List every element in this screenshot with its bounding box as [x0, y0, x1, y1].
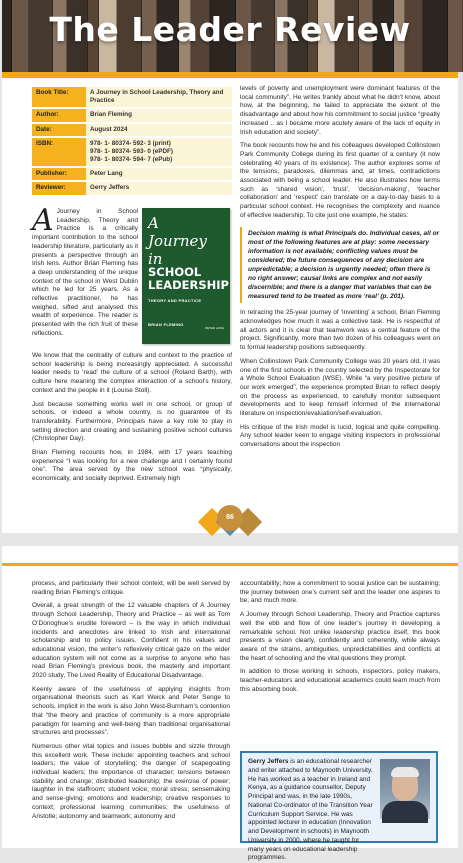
pull-quote: Decision making is what Principals do. Individual cases, all or most of the following features are at play: some necessary information is not available; conflicting values must be considered; the future consequences of any decision are unpredictable; a decision is urgently needed; often there is no right answer; causal links are complex and not easily discernible; and there is a danger that variables that can be measured tend to be treated as more ‘real’ (p. 201).	[240, 227, 440, 304]
page2-column-1-text	[32, 580, 230, 826]
metadata-value: 978- 1- 80374- 592- 3 (print) 978- 1- 80374- 593- 0 (ePDF) 978- 1- 80374- 594- 7 (ePub)	[86, 137, 232, 168]
paragraph: When Collinstown Park Community College was 20 years old, it was one of the first schools in the country selected by the Inspectorate for a Whole School Evaluation (WSE). While “a very positive picture of our work emerged”, the experience prompted Brian to reflect deeply on the process as experienced, to carefully monitor subsequent developments and to keep himself informed of the international literature on inspection/evaluation/self-evaluation.	[240, 357, 440, 418]
metadata-key: Reviewer:	[32, 181, 86, 195]
orange-rule	[2, 72, 458, 78]
page-header-bar	[2, 546, 458, 566]
metadata-value: A Journey in School Leadership, Theory and Practice	[86, 87, 232, 108]
paragraph: accountability; how a commitment to social justice can be sustaining; the journey between one’s current self and the leader one aspires to be; and much more.	[240, 580, 440, 605]
metadata-row	[32, 181, 232, 195]
book-metadata-table	[32, 87, 232, 197]
cover-title-script: A Journey in	[148, 214, 207, 268]
metadata-row	[32, 137, 232, 168]
metadata-value: Gerry Jeffers	[86, 181, 232, 195]
paragraph: We know that the centrality of culture and context to the practice of school leadership is being increasingly appreciated. A successful leader needs to ‘read’ the culture of a school (Roland Barth), with culture here meaning the complex interaction of a school’s history, context and the people in it (Louise Stoll).	[32, 352, 232, 394]
banner-bookshelf	[2, 0, 458, 72]
reviewer-photo	[380, 759, 430, 819]
paragraph: A Journey through School Leadership, Theory and Practice captures well the ebb and flow of one leader’s journey in developing a remarkable school. Not unlike leadership practice itself, this book presents a vision clearly, confidently and coherently, while always aware of the strains, ambiguities, unpredictabilities and conflicts at the heart of schooling and the vital questions they prompt.	[240, 611, 440, 662]
page2-column-2-text	[240, 580, 440, 699]
metadata-row	[32, 87, 232, 108]
paragraph: process, and particularly their school context, will be well served by reading Brian Fleming’s critique.	[32, 580, 230, 596]
page-number-badge	[202, 505, 258, 533]
review-page-1	[2, 0, 458, 533]
metadata-key: Author:	[32, 108, 86, 122]
paragraph: In retracing the 25-year journey of ‘inventing’ a school, Brian Fleming acknowledges how much it was a collective task. He is respectful of all actors and it is clear that teamwork was a central feature of the project. Significantly, more than two dozen of his colleagues went on to formal leadership positions subsequently.	[240, 309, 440, 352]
metadata-row	[32, 108, 232, 122]
metadata-row	[32, 123, 232, 137]
metadata-value: Peter Lang	[86, 167, 232, 181]
cover-subtitle: THEORY AND PRACTICE	[148, 298, 202, 303]
banner-title: The Leader Review	[49, 10, 411, 49]
metadata-key: ISBN:	[32, 137, 86, 168]
cover-title-bold: SCHOOL LEADERSHIP	[148, 265, 229, 292]
metadata-value: August 2024	[86, 123, 232, 137]
cover-author: BRIAN FLEMING	[148, 322, 184, 327]
paragraph: Brian Fleming recounts how, in 1984, with 17 years teaching experience “I was looking for a new challenge and I certainly found one”. The area served by the new school was “physically, economically, and socially deprived. Extremely high	[32, 449, 232, 483]
reviewer-name: Gerry Jeffers	[248, 758, 289, 765]
column-2-text	[240, 85, 440, 455]
paragraph: Just because something works well in one school, or group of schools, or indeed a whole country, is no guarantee of its transferability. Furthermore, Principals have a key role to play in setting direction and creating and sustaining positive school cultures (Christopher Day).	[32, 400, 232, 443]
paragraph: His critique of the Irish model is lucid, logical and quite compelling. Any school leader keen to engage visiting inspectors in professional conversations about the inspection	[240, 423, 440, 449]
intro-text: Journey in School Leadership, Theory and Practice is a critically important contribution to the school leadership literature, particularly as it presents a perspective through an Irish lens. Author Brian Fleming has a deep understanding of the unique context of the school in West Dublin which he led for 25 years. As a reflective practitioner, he has weighed, sifted and analysed this wealth of experience. The reader is presented with the rich fruit of these reflections.	[32, 208, 138, 337]
paragraph: The book recounts how he and his colleagues developed Collinstown Park Community College during its first quarter of a century (it now celebrating 40 years of its existence). The author explores some of the tensions, paradoxes, dilemmas and, at times, contradictions associated with being a school leader. He also illustrates how terms such as ‘shared vision’, ‘trust’, ‘decision-making’, ‘teacher collaboration’ and ‘respect’ can translate on a day-to-day basis to a particular school context. He recognises the complexity and nuance of effective leadership. To cite just one example, he states:	[240, 142, 440, 219]
metadata-key: Date:	[32, 123, 86, 137]
intro-paragraph	[32, 203, 138, 339]
review-page-2	[2, 546, 458, 862]
paragraph: Numerous other vital topics and issues bubble and sizzle through this excellent work. These include: appointing teachers and school leaders; the value of storytelling; the danger of scapegoating individual leaders; the importance of character; tensions between stability and change; distributed leadership; the exercise of power; laughter in the staffroom; student voice; moral stress; sensemaking and sense-giving; emotions and leadership; creative responses to context; professional learning communities; the usefulness of Aristotle; autonomy and teamwork; autonomy and	[32, 742, 230, 820]
reviewer-bio-box	[240, 751, 438, 862]
reviewer-bio-text: is an educational researcher and writer attached to Maynooth University. He has worked as a teacher in Ireland and Kenya, as a guidance counsellor, Deputy Principal and was, in the late 1990s, National Co-ordinator of the Transition Year Curriculum Support Service. He was appointed lecturer in education (Innovation and Development in schools) in Maynooth University in 2000, where he taught for many years on educational leadership programmes.	[248, 758, 373, 862]
metadata-row	[32, 167, 232, 181]
book-cover-image	[142, 208, 230, 344]
dropcap: A	[32, 203, 54, 238]
page-number: 86	[217, 505, 243, 531]
paragraph: levels of poverty and unemployment were dominant features of the local community”. He writes frankly about what he didn’t know, about how, at the beginning, he failed to appreciate the extent of the disadvantage and about how his commitment to social justice “greatly increased .. as I became more acutely aware of the lack of equity in Irish education and society”.	[240, 85, 440, 136]
metadata-value: Brian Fleming	[86, 108, 232, 122]
cover-publisher: PETER LANG	[204, 326, 224, 330]
paragraph: Keenly aware of the usefulness of applying insights from organisational theorists such as Karl Weick and Peter Senge to schools, implicit in the work is also John West-Burnham’s contention that “the theory and practice of community is a more appropriate paradigm for learning and well-being than traditional organisational structures and processes”.	[32, 685, 230, 737]
paragraph: Overall, a great strength of the 12 valuable chapters of A Journey through School Leadership, Theory and Practice – as well as Tom O’Donoghue’s erudite foreword – is the way in which individual incidents and anecdotes are linked to Irish and international scholarship and to policy issues. Confident in his values and educational vision, the writer’s reflexively critical gaze on the wider education system will not come as a surprise to anyone who has read Brian Fleming’s previous book, the masterly and important 2020 study, The Lived Reality of Educational Disadvantage.	[32, 602, 230, 680]
metadata-key: Book Title:	[32, 87, 86, 108]
paragraph: In addition to those working in schools, inspectors, policy makers, teacher-educators and educational academics could learn much from this absorbing book.	[240, 668, 440, 693]
column-1-text	[32, 352, 232, 489]
metadata-key: Publisher:	[32, 167, 86, 181]
